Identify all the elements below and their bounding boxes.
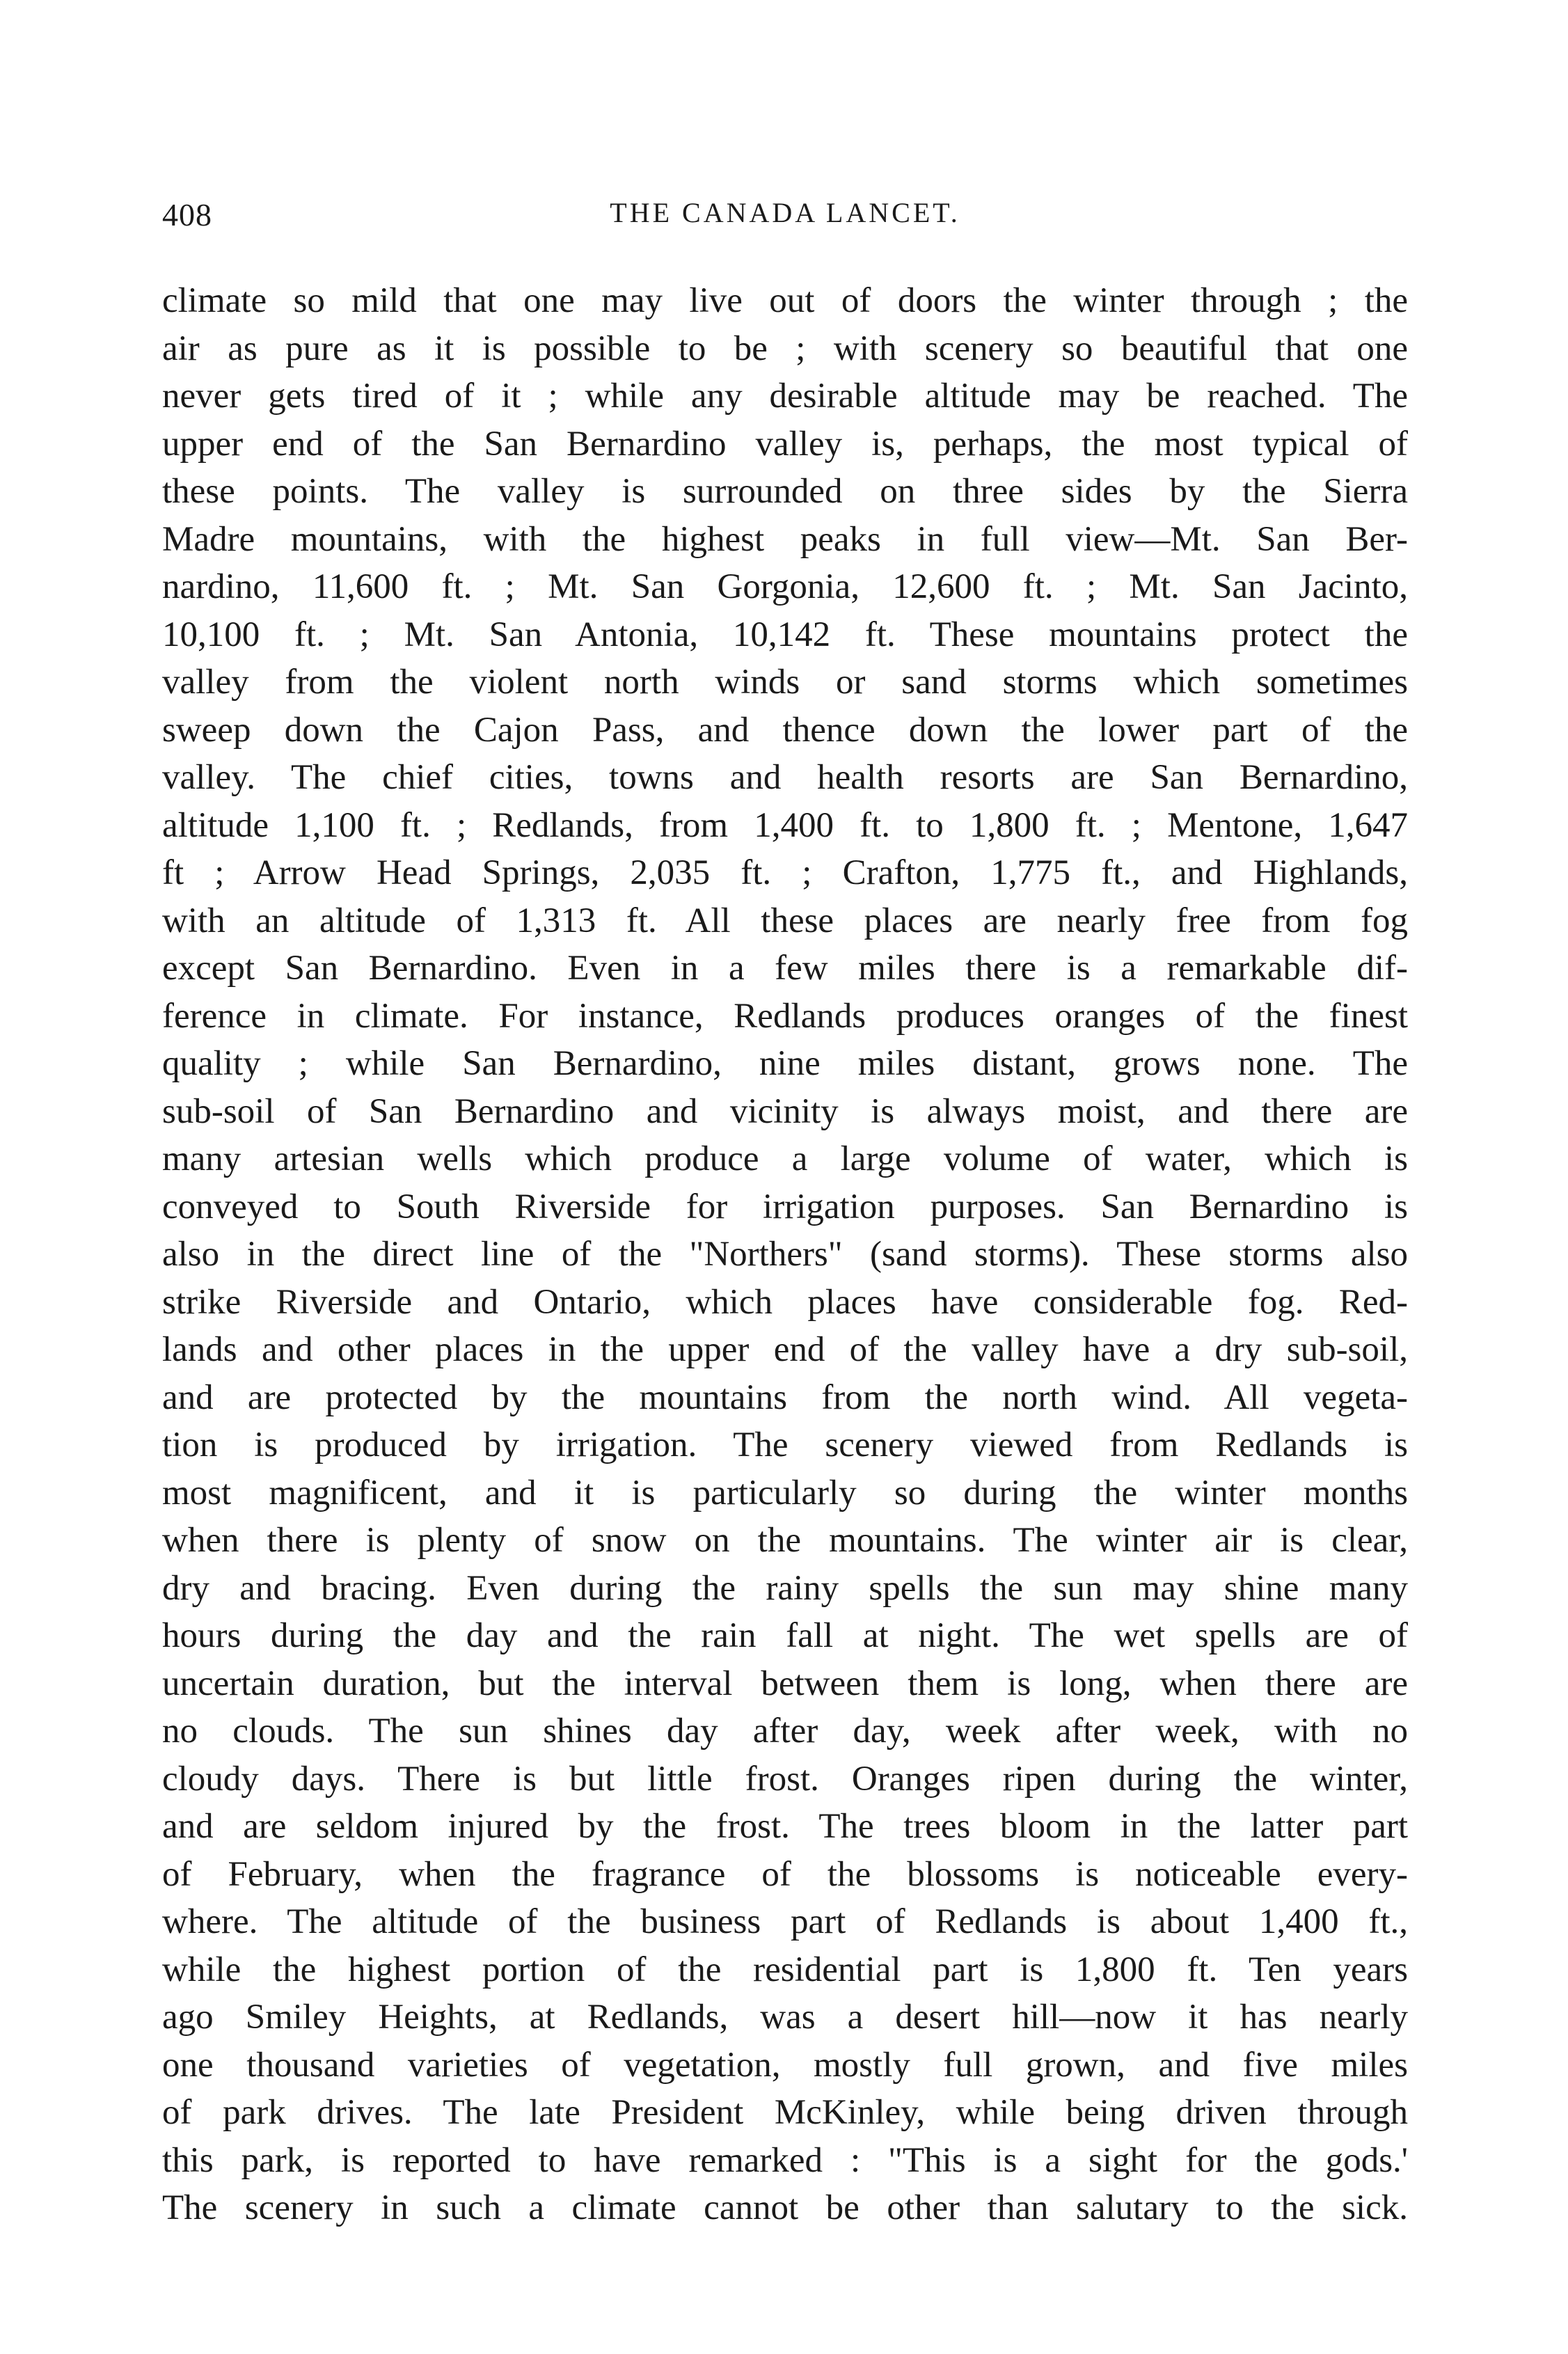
- text-line: with an altitude of 1,313 ft. All these places are nearly free from fog: [162, 901, 1408, 940]
- text-line: climate so mild that one may live out of doors the winter through ; the: [162, 281, 1408, 320]
- text-line: of February, when the fragrance of the blossoms is noticeable every-: [162, 1854, 1408, 1894]
- text-line: and are protected by the mountains from the north wind. All vegeta-: [162, 1377, 1408, 1417]
- text-line: also in the direct line of the "Northers" (sand storms). These storms also: [162, 1235, 1408, 1274]
- text-line: valley. The chief cities, towns and health resorts are San Bernardino,: [162, 758, 1408, 797]
- text-line: upper end of the San Bernardino valley is, perhaps, the most typical of: [162, 424, 1408, 464]
- text-line: and are seldom injured by the frost. The trees bloom in the latter part: [162, 1807, 1408, 1846]
- text-line: sweep down the Cajon Pass, and thence down the lower part of the: [162, 710, 1408, 750]
- text-line: altitude 1,100 ft. ; Redlands, from 1,400 ft. to 1,800 ft. ; Mentone, 1,647: [162, 805, 1408, 845]
- text-line: while the highest portion of the residential part is 1,800 ft. Ten years: [162, 1950, 1408, 1989]
- body-text: [162, 277, 1408, 2232]
- running-head: THE CANADA LANCET.: [610, 197, 960, 228]
- text-line: where. The altitude of the business part of Redlands is about 1,400 ft.,: [162, 1902, 1408, 1941]
- text-line: no clouds. The sun shines day after day, week after week, with no: [162, 1712, 1408, 1751]
- text-line: ference in climate. For instance, Redlands produces oranges of the finest: [162, 996, 1408, 1036]
- text-line: cloudy days. There is but little frost. Oranges ripen during the winter,: [162, 1759, 1408, 1799]
- text-line: when there is plenty of snow on the mountains. The winter air is clear,: [162, 1521, 1408, 1560]
- text-line: of park drives. The late President McKinley, while being driven through: [162, 2093, 1408, 2132]
- text-line: nardino, 11,600 ft. ; Mt. San Gorgonia, 12,600 ft. ; Mt. San Jacinto,: [162, 567, 1408, 606]
- text-line: Madre mountains, with the highest peaks in full view—Mt. San Ber-: [162, 519, 1408, 559]
- text-line: many artesian wells which produce a large volume of water, which is: [162, 1139, 1408, 1178]
- text-line: dry and bracing. Even during the rainy spells the sun may shine many: [162, 1568, 1408, 1608]
- text-line: 10,100 ft. ; Mt. San Antonia, 10,142 ft. These mountains protect the: [162, 615, 1408, 654]
- text-line: The scenery in such a climate cannot be other than salutary to the sick.: [162, 2188, 1408, 2227]
- page-header: [162, 196, 1408, 238]
- text-line: these points. The valley is surrounded on three sides by the Sierra: [162, 472, 1408, 511]
- text-line: strike Riverside and Ontario, which places have considerable fog. Red-: [162, 1282, 1408, 1322]
- text-line: valley from the violent north winds or sand storms which sometimes: [162, 663, 1408, 702]
- text-line: hours during the day and the rain fall at night. The wet spells are of: [162, 1616, 1408, 1655]
- text-line: ft ; Arrow Head Springs, 2,035 ft. ; Crafton, 1,775 ft., and Highlands,: [162, 853, 1408, 892]
- page-number: 408: [162, 197, 212, 232]
- text-line: air as pure as it is possible to be ; with scenery so beautiful that one: [162, 329, 1408, 368]
- text-line: this park, is reported to have remarked : "This is a sight for the gods.': [162, 2140, 1408, 2180]
- text-line: except San Bernardino. Even in a few miles there is a remarkable dif-: [162, 949, 1408, 988]
- text-line: quality ; while San Bernardino, nine miles distant, grows none. The: [162, 1044, 1408, 1083]
- text-line: uncertain duration, but the interval between them is long, when there are: [162, 1664, 1408, 1703]
- text-line: most magnificent, and it is particularly so during the winter months: [162, 1473, 1408, 1512]
- text-line: one thousand varieties of vegetation, mostly full grown, and five miles: [162, 2045, 1408, 2085]
- text-line: lands and other places in the upper end of the valley have a dry sub-soil,: [162, 1330, 1408, 1369]
- text-line: tion is produced by irrigation. The scenery viewed from Redlands is: [162, 1425, 1408, 1464]
- text-line: sub-soil of San Bernardino and vicinity is always moist, and there are: [162, 1091, 1408, 1131]
- text-line: ago Smiley Heights, at Redlands, was a desert hill—now it has nearly: [162, 1998, 1408, 2037]
- text-line: conveyed to South Riverside for irrigation purposes. San Bernardino is: [162, 1187, 1408, 1226]
- text-line: never gets tired of it ; while any desirable altitude may be reached. The: [162, 377, 1408, 416]
